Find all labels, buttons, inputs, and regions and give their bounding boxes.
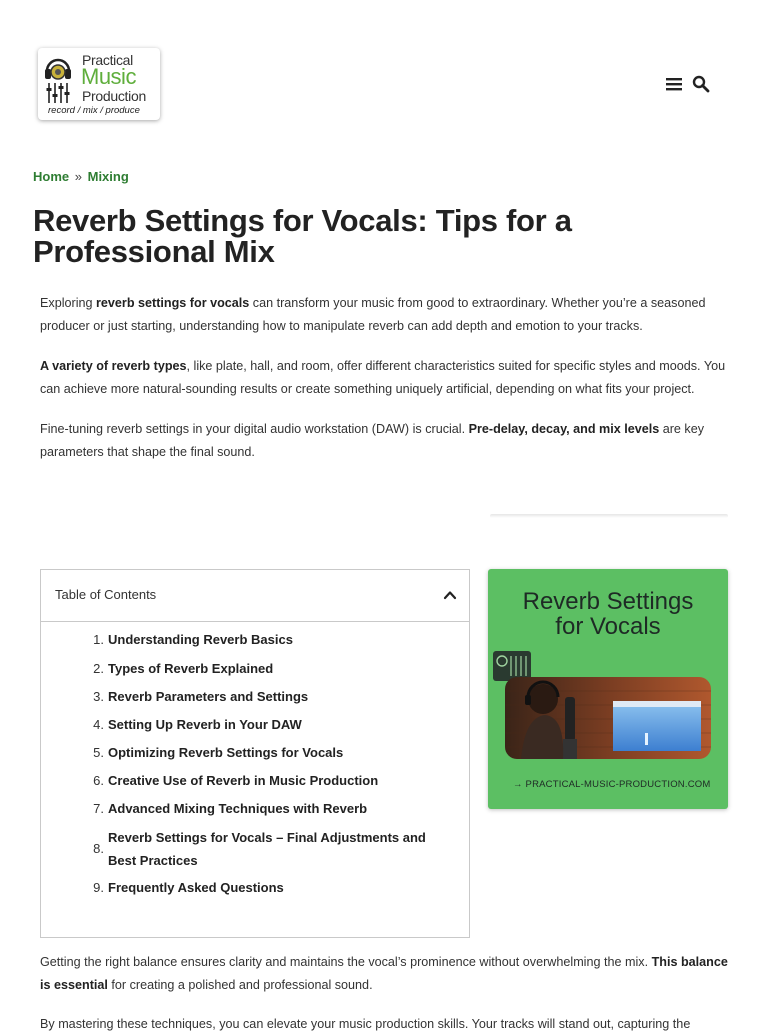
p1-text-post: can transform your music from good to extraordinary. Whether you’re a seasoned producer or just starting, understanding how to manipulate reverb can add depth and emotion to your tracks. <box>40 296 706 333</box>
featured-title-line-2: for Vocals <box>555 613 661 640</box>
toc-link[interactable]: Frequently Asked Questions <box>108 880 284 895</box>
toc-item-number: 9. <box>93 880 104 895</box>
toc-link[interactable]: Reverb Parameters and Settings <box>108 689 309 704</box>
featured-image-url: → PRACTICAL-MUSIC-PRODUCTION.COM <box>513 779 711 790</box>
p3-text-pre: Fine-tuning reverb settings in your digital audio workstation (DAW) is crucial. <box>40 422 469 436</box>
page-title: Reverb Settings for Vocals: Tips for a Professional Mix <box>33 203 572 269</box>
logo-line-2: Music <box>81 64 136 89</box>
toc-link[interactable]: Types of Reverb Explained <box>108 661 274 676</box>
ad-slot-divider <box>490 514 728 518</box>
toc-link[interactable]: Setting Up Reverb in Your DAW <box>108 717 302 732</box>
p4-bold: This balance is essential <box>40 955 728 992</box>
logo-tagline: record / mix / produce <box>48 105 140 116</box>
featured-image <box>488 569 728 809</box>
breadcrumb-mixing-link[interactable]: Mixing <box>87 169 129 184</box>
toc-link[interactable]: Understanding Reverb Basics <box>108 632 293 647</box>
chevron-up-icon[interactable] <box>443 588 457 602</box>
table-of-contents <box>40 569 470 938</box>
p3-text-post: are key parameters that shape the final sound. <box>40 422 705 459</box>
toc-item-number: 6. <box>93 773 104 788</box>
faders-icon <box>46 82 72 104</box>
mastering-paragraph: By mastering these techniques, you can elevate your music production skills. Your tracks will stand out, capturing the <box>40 1017 691 1031</box>
toc-link[interactable]: Creative Use of Reverb in Music Production <box>108 773 379 788</box>
logo-line-3: Production <box>82 88 146 104</box>
toc-link[interactable]: Reverb Settings for Vocals – Final Adjustments and Best Practices <box>108 830 426 868</box>
breadcrumb <box>33 169 129 184</box>
balance-paragraph <box>40 951 728 996</box>
reverb-types-paragraph <box>40 355 728 400</box>
breadcrumb-home-link[interactable]: Home <box>33 169 70 184</box>
featured-title-line-1: Reverb Settings <box>522 588 694 615</box>
intro-paragraph <box>40 292 728 337</box>
featured-image-title <box>488 589 728 639</box>
p2-bold: A variety of reverb types <box>40 359 187 373</box>
toc-item-number: 7. <box>93 801 104 816</box>
p1-text-pre: Exploring <box>40 296 97 310</box>
hamburger-menu-icon[interactable] <box>665 76 683 92</box>
p2-text-post: , like plate, hall, and room, offer different characteristics suited for specific styles and moods. You can achieve more natural-sounding results or create something uniquely artificial, depending on what fits your project. <box>40 359 726 396</box>
studio-photo <box>505 677 711 759</box>
toc-item-number: 1. <box>93 632 104 647</box>
toc-header[interactable] <box>41 570 469 622</box>
p3-bold: Pre-delay, decay, and mix levels <box>468 422 660 436</box>
toc-link[interactable]: Advanced Mixing Techniques with Reverb <box>108 801 368 816</box>
logo-line-1: Practical <box>82 52 133 68</box>
toc-item-number: 3. <box>93 689 104 704</box>
toc-title: Table of Contents <box>55 587 157 602</box>
toc-item-number: 5. <box>93 745 104 760</box>
p4-text-post: for creating a polished and professional sound. <box>107 977 373 992</box>
p1-bold: reverb settings for vocals <box>96 296 250 310</box>
site-logo[interactable] <box>38 48 160 120</box>
toc-item-number: 8. <box>93 841 104 856</box>
p4-text-pre: Getting the right balance ensures clarity and maintains the vocal’s prominence without overwhelming the mix. <box>40 955 652 969</box>
toc-item-number: 2. <box>93 661 104 676</box>
headphones-icon <box>43 54 73 84</box>
breadcrumb-separator: » <box>74 169 82 184</box>
search-icon[interactable] <box>692 75 710 93</box>
toc-item-number: 4. <box>93 717 104 732</box>
toc-link[interactable]: Optimizing Reverb Settings for Vocals <box>108 745 344 760</box>
daw-paragraph <box>40 418 728 463</box>
